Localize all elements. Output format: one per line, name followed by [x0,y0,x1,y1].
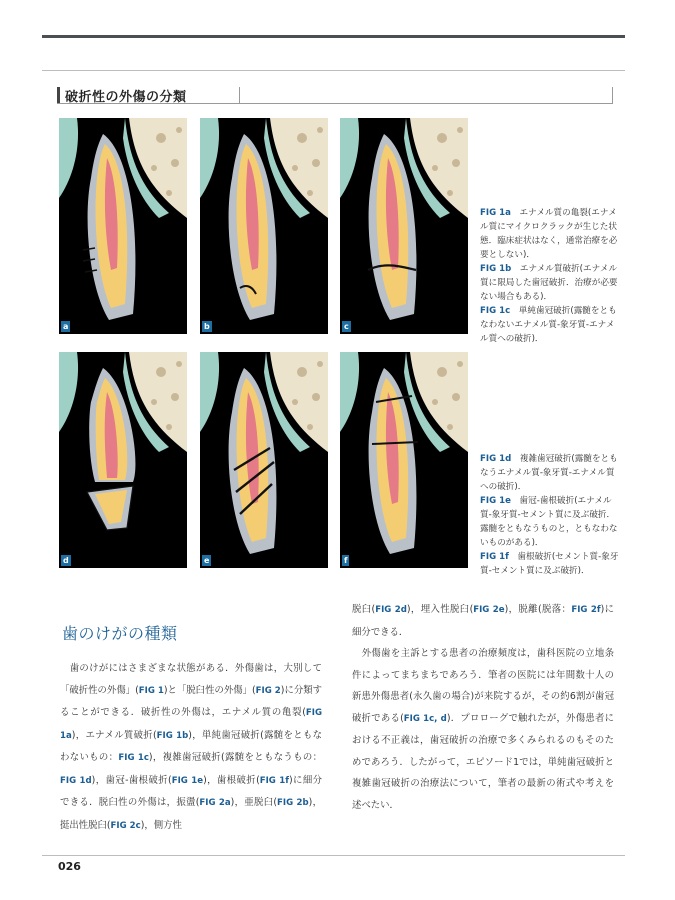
caption-1d: FIG 1d 複雑歯冠破折(露髄をともなうエナメル質-象牙質-エナメル質への破折)． [480,454,618,492]
panel-label: b [204,322,210,331]
figure-panel-a [59,118,187,334]
figure-panel-c [340,118,468,334]
page-number: 026 [58,860,81,873]
section-title: 破折性の外傷の分類 [65,90,187,105]
tooth-illustration-d [59,352,187,568]
panel-label: e [204,556,210,565]
section-heading: 歯のけがの種類 [62,624,178,643]
body-column-left [60,658,322,837]
caption-block-bottom [480,452,620,578]
tooth-illustration-f [340,352,468,568]
caption-1b: FIG 1b エナメル質破折(エナメル質に限局した歯冠破折．治療が必要ない場合もある)． [480,264,618,302]
body-paragraph: 歯のけがにはさまざまな状態がある．外傷歯は，大別して「破折性の外傷」(FIG 1)と「脱臼性の外傷」(FIG 2)に分類することができる．破折性の外傷は，エナメル質の亀裂(FIG 1a)，エナメル質破折(FIG 1b)，単純歯冠破折(露髄をともなわないもの：FIG 1c)，複雑歯冠破折(露髄をともなうもの：FIG 1d)，歯冠-歯根破折(FIG 1e)，歯根破折(FIG 1f)に細分できる．脱臼性の外傷は，振盪(FIG 2a)，亜脱臼(FIG 2b)，挺出性脱臼(FIG 2c)，側方性 [60,663,323,831]
figure-panel-f [340,352,468,568]
panel-label: a [63,322,69,331]
body-paragraph: 脱臼(FIG 2d)，埋入性脱臼(FIG 2e)，脱離(脱落：FIG 2f)に細分できる． [352,604,614,638]
figure-panel-d [59,352,187,568]
section-rule-end [612,87,613,103]
section-header [57,87,613,104]
tooth-illustration-c [340,118,468,334]
caption-block-top [480,206,620,346]
footer-rule [42,855,625,856]
body-paragraph: 外傷歯を主訴とする患者の治療頻度は，歯科医院の立地条件によってまちまちであろう．筆者の医院には年間数十人の新患外傷患者(永久歯の場合)が来院するが，その約6割が歯冠破折である(FIG 1c, d)．プロローグで触れたが，外傷患者における不正義は，歯冠破折の治療で多くみられるのもそのためであろう．したがって，エピソード1では，単純歯冠破折と複雑歯冠破折の治療法について，筆者の最新の術式や考えを述べたい． [352,648,614,811]
section-rule [239,87,240,103]
section-marker [57,87,60,103]
caption-1c: FIG 1c 単純歯冠破折(露髄をともなわないエナメル質-象牙質-エナメル質への破折)． [480,306,617,344]
body-column-right [352,599,614,816]
figure-panel-b [200,118,328,334]
panel-label: f [344,556,348,565]
figure-panel-e [200,352,328,568]
tooth-illustration-a [59,118,187,334]
header-divider [42,70,625,71]
tooth-illustration-b [200,118,328,334]
panel-label: c [344,322,349,331]
panel-label: d [63,556,69,565]
caption-1f: FIG 1f 歯根破折(セメント質-象牙質-セメント質に及ぶ破折)． [480,552,619,576]
caption-1e: FIG 1e 歯冠-歯根破折(エナメル質-象牙質-セメント質に及ぶ破折．露髄をともなうものと，ともなわないものがある)． [480,496,618,548]
top-rule [42,35,625,38]
tooth-illustration-e [200,352,328,568]
caption-1a: FIG 1a エナメル質の亀裂(エナメル質にマイクロクラックが生じた状態．臨床症状はなく，通常治療を必要としない)． [480,208,618,260]
